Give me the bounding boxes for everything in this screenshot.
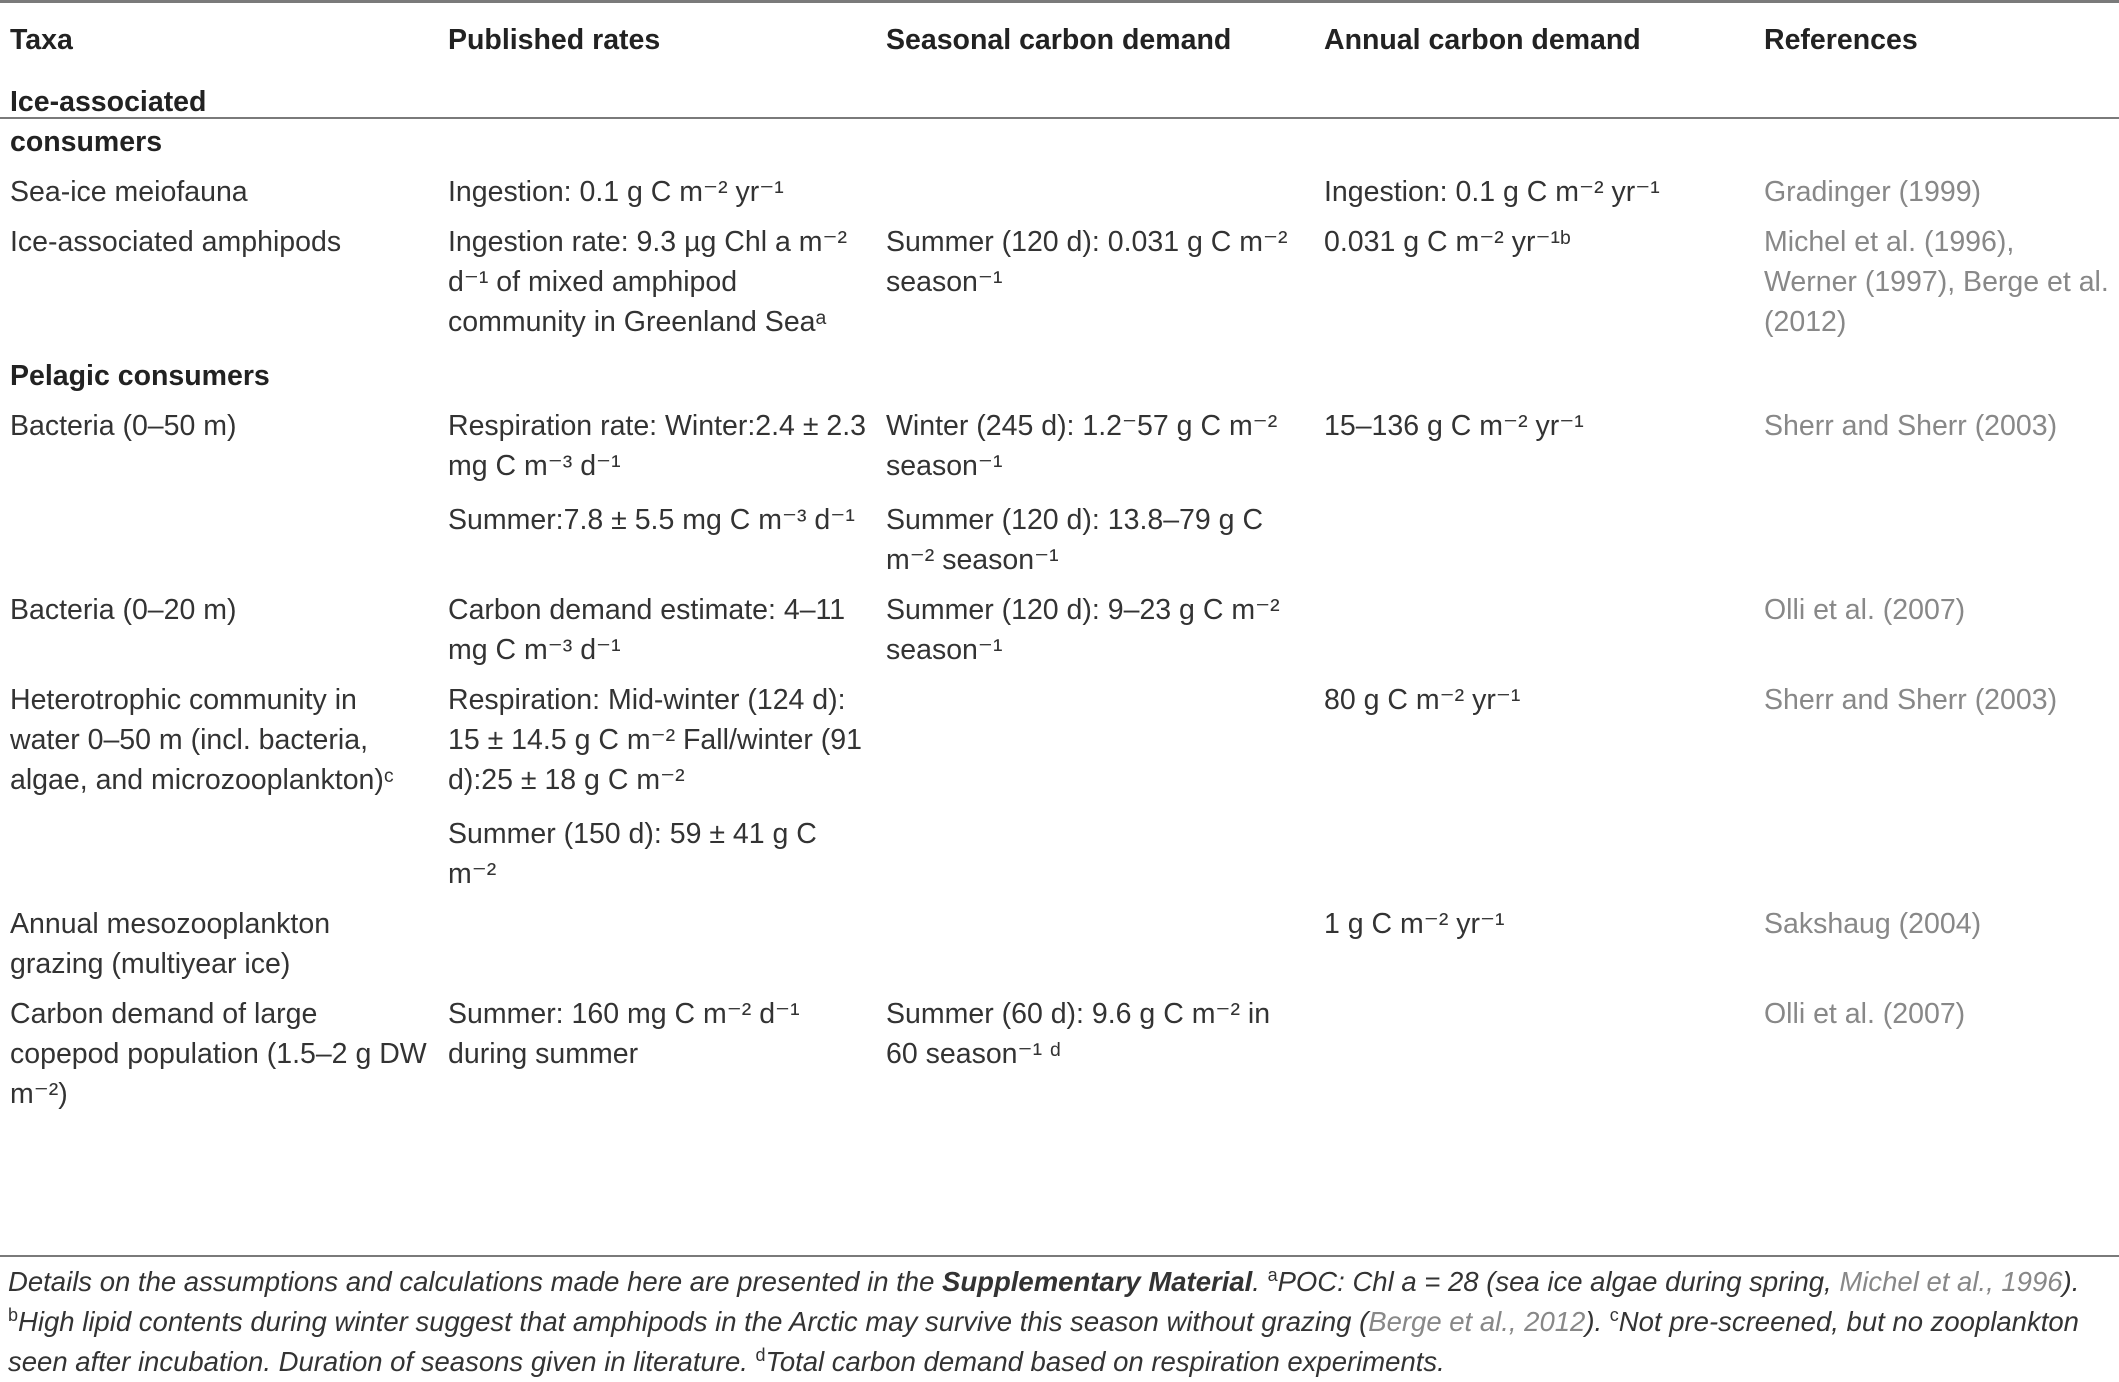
cell-annual: Ingestion: 0.1 g C m⁻² yr⁻¹: [1324, 176, 1660, 208]
cell-seasonal: Summer (120 d): 0.031 g C m⁻² season⁻¹: [886, 226, 1288, 298]
citation-link[interactable]: Berge et al., 2012: [1368, 1306, 1586, 1337]
footnote-mark: b: [8, 1304, 19, 1325]
section-title-line: consumers: [10, 126, 163, 158]
table-row: [0, 900, 2119, 990]
cell-rates: Carbon demand estimate: 4–11 mg C m⁻³ d⁻¹: [448, 594, 846, 666]
cell-seasonal: [876, 402, 1314, 586]
section-title-ice: [0, 74, 2119, 168]
table-row: [0, 990, 2119, 1120]
cell-annual: 80 g C m⁻² yr⁻¹: [1324, 684, 1521, 716]
cell-annual: 0.031 g C m⁻² yr⁻¹ᵇ: [1324, 226, 1571, 258]
footnote-text: High lipid contents during winter suggest that amphipods in the Arctic may survive this season without grazing (: [18, 1306, 1369, 1337]
cell-annual: [1314, 586, 1754, 676]
footnote-text: Not pre-screened, but no zooplankton seen after incubation. Duration of seasons given in literature.: [8, 1306, 2079, 1377]
cell-taxa: Ice-associated amphipods: [10, 226, 342, 258]
col-header-rates: Published rates: [448, 24, 661, 56]
cell-taxa: Bacteria (0–20 m): [10, 594, 237, 626]
cell-references: Gradinger (1999): [1764, 176, 1982, 208]
cell-taxa: Sea-ice meiofauna: [10, 176, 248, 208]
section-row-pelagic: [0, 348, 2119, 402]
cell-annual: 1 g C m⁻² yr⁻¹: [1324, 908, 1505, 940]
cell-rates: Summer: 160 mg C m⁻² d⁻¹ during summer: [448, 998, 800, 1070]
table-row: [0, 402, 2119, 586]
table-row: [0, 168, 2119, 218]
footnote-text: Total carbon demand based on respiration experiments.: [765, 1346, 1445, 1377]
table-footnote: [8, 1262, 2108, 1382]
footnote-mark: a: [1267, 1264, 1278, 1285]
cell-taxa: Heterotrophic community in water 0–50 m (incl. bacteria, algae, and microzooplankton)ᶜ: [10, 684, 394, 796]
cell-rates: Ingestion: 0.1 g C m⁻² yr⁻¹: [448, 176, 784, 208]
supplementary-link[interactable]: Supplementary Material: [942, 1266, 1253, 1297]
footnote-text: ).: [2062, 1266, 2080, 1297]
cell-taxa: Bacteria (0–50 m): [10, 410, 237, 442]
cell-taxa: Carbon demand of large copepod population (1.5–2 g DW m⁻²): [10, 998, 427, 1110]
cell-references: Sherr and Sherr (2003): [1764, 410, 2058, 442]
cell-annual: 15–136 g C m⁻² yr⁻¹: [1324, 410, 1584, 442]
col-header-seasonal: Seasonal carbon demand: [886, 24, 1232, 56]
cell-rates: [438, 402, 876, 586]
seasonal-line: Summer (120 d): 13.8–79 g C m⁻² season⁻¹: [886, 504, 1264, 576]
cell-references: Michel et al. (1996), Werner (1997), Berge et al. (2012): [1764, 226, 2109, 338]
footnote-mark: d: [755, 1344, 766, 1365]
section-title-pelagic: Pelagic consumers: [10, 360, 270, 392]
cell-rates: [438, 676, 876, 900]
cell-references: Olli et al. (2007): [1764, 594, 1966, 626]
cell-seasonal: Summer (60 d): 9.6 g C m⁻² in 60 season⁻¹ ᵈ: [886, 998, 1271, 1070]
header-row: [0, 12, 2119, 74]
citation-link[interactable]: Michel et al., 1996: [1839, 1266, 2063, 1297]
footnote-mark: c: [1609, 1304, 1619, 1325]
cell-taxa: Annual mesozooplankton grazing (multiyear ice): [10, 908, 331, 980]
col-header-annual: Annual carbon demand: [1324, 24, 1641, 56]
cell-seasonal: [876, 900, 1314, 990]
cell-seasonal: Summer (120 d): 9–23 g C m⁻² season⁻¹: [886, 594, 1280, 666]
cell-references: Olli et al. (2007): [1764, 998, 1966, 1030]
cell-seasonal: [876, 168, 1314, 218]
footnote-text: ).: [1585, 1306, 1610, 1337]
seasonal-line: Winter (245 d): 1.2⁻57 g C m⁻² season⁻¹: [886, 410, 1278, 482]
cell-seasonal: [876, 676, 1314, 900]
cell-references: Sakshaug (2004): [1764, 908, 1982, 940]
rate-line: Respiration: Mid-winter (124 d): 15 ± 14.5 g C m⁻² Fall/winter (91 d):25 ± 18 g C m⁻²: [448, 684, 863, 796]
cell-rates: [438, 900, 876, 990]
rate-line: Respiration rate: Winter:2.4 ± 2.3 mg C m⁻³ d⁻¹: [448, 410, 866, 482]
footnote-text: Details on the assumptions and calculations made here are presented in the: [8, 1266, 943, 1297]
section-row-ice: [0, 74, 2119, 168]
footnote-text: POC: Chl a = 28 (sea ice algae during spring,: [1277, 1266, 1840, 1297]
top-rule: [0, 0, 2119, 3]
table-row: [0, 586, 2119, 676]
table-row: [0, 218, 2119, 348]
table-row: [0, 676, 2119, 900]
cell-rates: Ingestion rate: 9.3 µg Chl a m⁻² d⁻¹ of mixed amphipod community in Greenland Seaᵃ: [448, 226, 847, 338]
data-table: [0, 12, 2119, 1120]
section-title-line: Ice-associated: [10, 86, 207, 118]
rate-line: Summer:7.8 ± 5.5 mg C m⁻³ d⁻¹: [448, 504, 855, 536]
col-header-references: References: [1764, 24, 1918, 56]
cell-annual: [1314, 990, 1754, 1120]
col-header-taxa: Taxa: [10, 24, 73, 56]
bottom-rule: [0, 1255, 2119, 1257]
cell-references: Sherr and Sherr (2003): [1764, 684, 2058, 716]
footnote-text: .: [1252, 1266, 1268, 1297]
rate-line: Summer (150 d): 59 ± 41 g C m⁻²: [448, 818, 817, 890]
